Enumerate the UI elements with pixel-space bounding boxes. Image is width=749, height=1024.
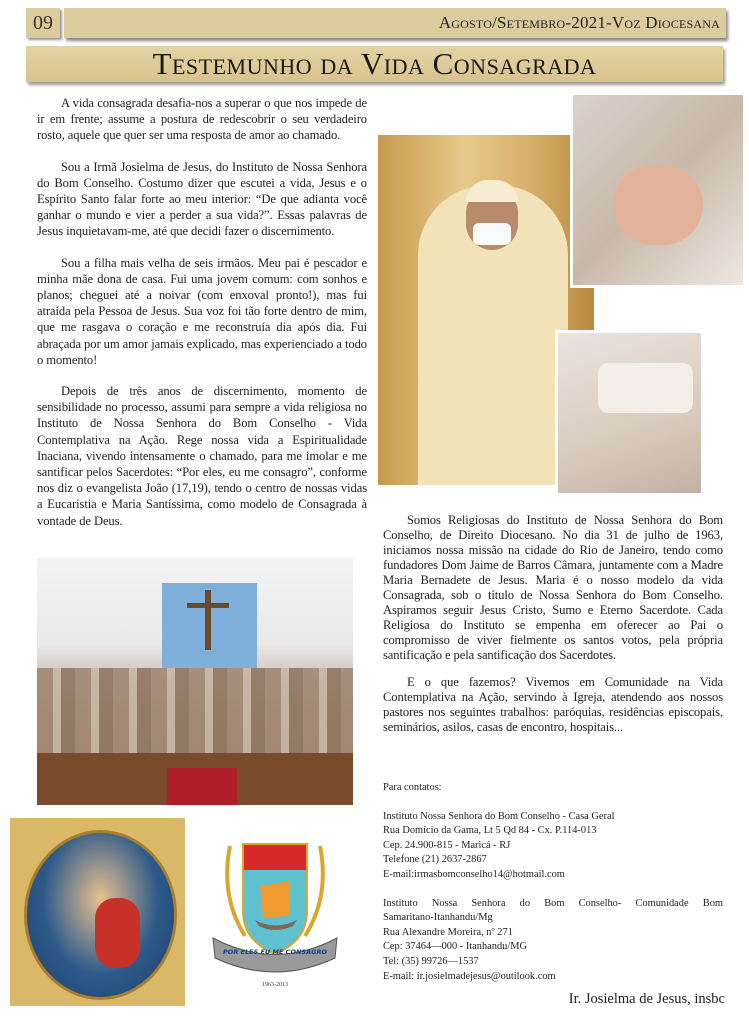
left-column xyxy=(37,95,367,544)
contacts-heading: Para contatos: xyxy=(383,782,442,793)
contacts xyxy=(383,781,723,998)
contact-line: Rua Alexandre Moreira, nº 271 xyxy=(383,926,513,938)
institute-crest-logo xyxy=(205,836,345,996)
contact-line: Instituto Nossa Senhora do Bom Conselho- Comunidade Bom xyxy=(383,897,723,909)
title-bar xyxy=(26,46,723,82)
paragraph: Depois de três anos de discernimento, momento de sensibilidade no processo, assumi para sempre a vida religiosa no Instituto de Nossa Senhora do Bom Conselho - Vida Contemplativa na Ação. Rege nossa vida a Espiritualidade Inaciana, vivendo intensamente o chamado, para me imolar e me santificar pelos Sacerdotes: “Por eles, eu me consagro”, conforme nos diz o evangelista João (17,19), tendo o centro de nossas vidas a Eucaristia e Maria Santíssima, como modelo de Consagrada à vontade de Deus. xyxy=(37,384,367,528)
publication-header xyxy=(64,8,726,38)
contact-line: Rua Domício da Gama, Lt 5 Qd 84 - Cx. P.114-013 xyxy=(383,825,597,837)
photo-community-group xyxy=(37,558,353,805)
paragraph: Sou a filha mais velha de seis irmãos. Meu pai é pescador e minha mãe dona de casa. Fui uma jovem comum: com sonhos e planos; cheguei até a noivar (com enxoval pronto!), mas fui atraída pela Pessoa de Jesus. Sua voz foi tão forte dentro de mim, que me rasgava o coração e me reconstruía dia após dia. Fui abraçada por um amor jamais explicado, mas experienciado a todo o momento! xyxy=(37,255,367,367)
contact-email: E-mail: ir.josielmadejesus@outilook.com xyxy=(383,970,556,982)
contact-line: Telefone (21) 2637-2867 xyxy=(383,854,487,866)
contact-line: Tel: (35) 99726—1537 xyxy=(383,955,479,967)
paragraph: E o que fazemos? Vivemos em Comunidade na Vida Contemplativa na Ação, servindo à Igreja, atendendo aos nossos pastores nos seguintes trabalhos: paróquias, residências episcopais, seminários, asilos, casas de encontro, hospitais... xyxy=(383,675,723,734)
crest-icon xyxy=(205,836,345,996)
page-title: Testemunho da Vida Consagrada xyxy=(152,46,597,81)
signature: Ir. Josielma de Jesus, insbc xyxy=(568,991,725,1007)
contact-line: Cep: 37464—000 - Itanhandu/MG xyxy=(383,941,528,953)
contact-line: Samaritano-Itanhandu/Mg xyxy=(383,912,493,924)
contact-block-itanhandu xyxy=(383,897,723,985)
painting-our-lady-of-good-counsel xyxy=(10,818,185,1006)
page-number: 09 xyxy=(26,8,60,38)
photo-rosary-hands xyxy=(570,92,746,288)
contact-email: E-mail:irmasbomconselho14@hotmail.com xyxy=(383,868,565,880)
crest-years: 1963-2013 xyxy=(262,982,288,988)
contact-line: Instituto Nossa Senhora do Bom Conselho - Casa Geral xyxy=(383,810,615,822)
right-column xyxy=(383,513,723,747)
contact-line: Cep. 24.900-815 - Maricá - RJ xyxy=(383,839,511,851)
publication-name: Agosto/Setembro-2021-Voz Diocesana xyxy=(438,13,720,32)
contact-block-casa-geral xyxy=(383,810,723,883)
crest-motto: POR ELES EU ME CONSAGRO xyxy=(223,948,327,956)
photo-folded-habit xyxy=(555,330,704,496)
paragraph: A vida consagrada desafia-nos a superar o que nos impede de ir em frente; assume a postura de redescobrir o seu verdadeiro rosto, aquele que quer ser uma resposta de amor ao chamado. xyxy=(37,96,367,143)
paragraph: Sou a Irmã Josielma de Jesus, do Instituto de Nossa Senhora do Bom Conselho. Costumo dizer que escutei a vida, Jesus e o Espírito Santo falar forte ao meu interior: “De que adianta você ganhar o mundo e vier a perder a sua vida?”. Essas palavras de Jesus inquietavam-me, até que decidi fazer o discernimento. xyxy=(37,159,367,239)
paragraph: Somos Religiosas do Instituto de Nossa Senhora do Bom Conselho, de Direito Diocesano. No dia 31 de julho de 1963, iniciamos nossa missão na cidade do Rio de Janeiro, tendo como fundadores Dom Jaime de Barros Câmara, juntamente com a Madre Maria Bernadete de Jesus. Maria é o nosso modelo da vida Consagrada, sob o título de Nossa Senhora do Bom Conselho. Aspiramos seguir Jesus Cristo, Sumo e Eterno Sacerdote. Cada Religiosa do Instituto se empenha em oferecer ao Pai o compromisso de viver fielmente os santos votos, pela própria santificação e pela santificação dos Sacerdotes. xyxy=(383,513,723,662)
